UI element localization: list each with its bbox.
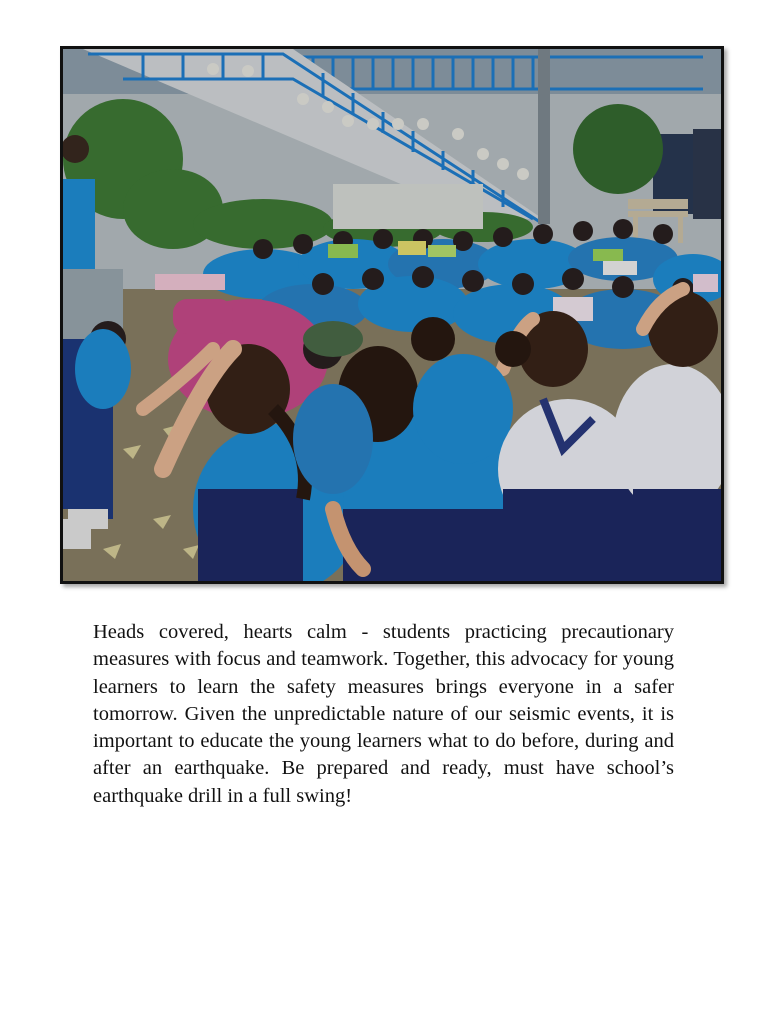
drill-photo-illustration [63, 49, 721, 581]
photo-tone-overlay [63, 49, 721, 581]
drill-photo [60, 46, 724, 584]
photo-caption: Heads covered, hearts calm - students practicing precautionary measures with focus and teamwork. Together, this advocacy for young learners to learn the safety measures brings everyone in a safer tomorrow. Given the unpredictable nature of our seismic events, it is important to educate the young learners what to do before, during and after an earthquake. Be prepared and ready, must have school’s earthquake drill in a full swing! [93, 621, 674, 807]
